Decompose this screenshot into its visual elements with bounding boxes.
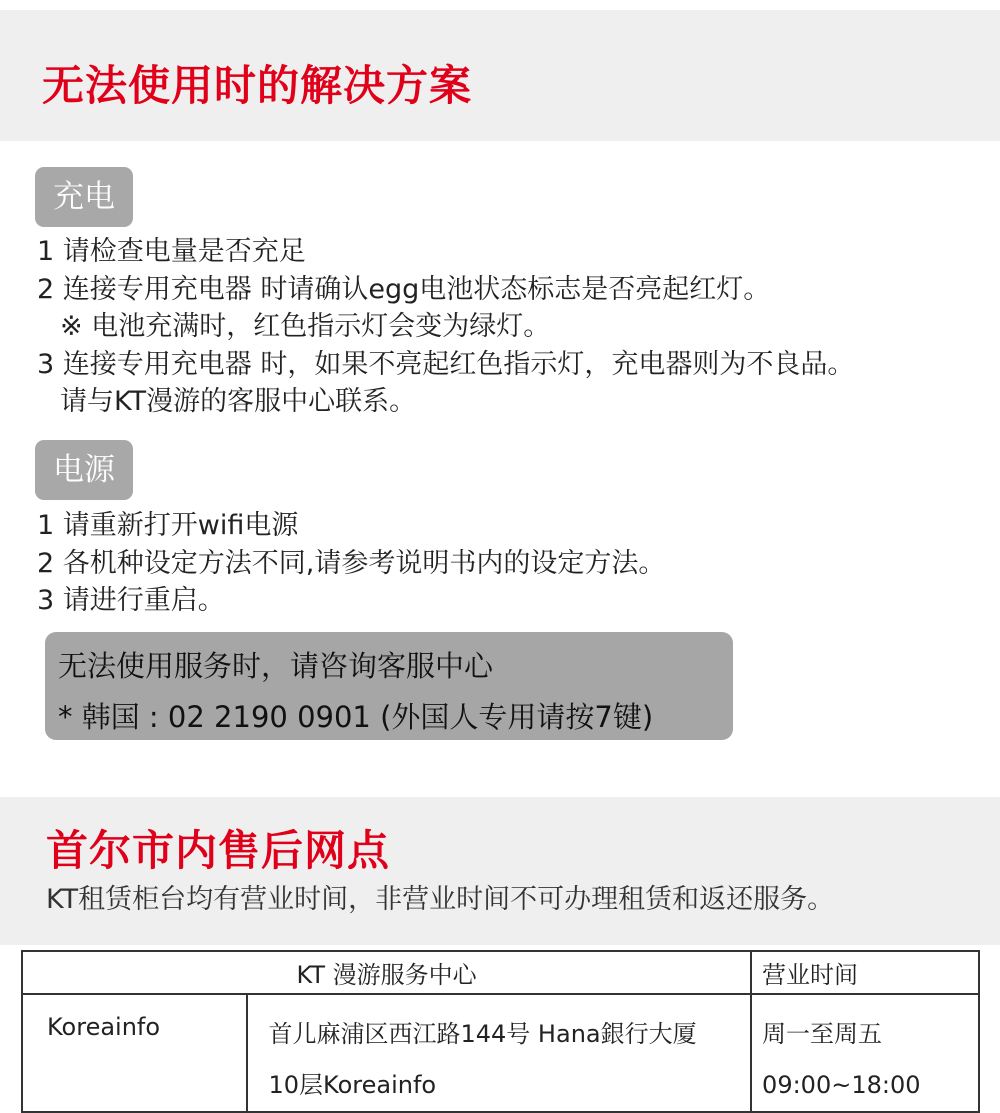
top-strip xyxy=(0,0,1000,10)
address-line: 首儿麻浦区西江路144号 Hana銀行大厦 xyxy=(268,1020,697,1048)
charging-step: 2 连接专用充电器 时请确认egg电池状态标志是否亮起红灯。 xyxy=(37,273,771,305)
service-points-subtitle: KT租赁柜台均有营业时间，非营业时间不可办理租赁和返还服务。 xyxy=(46,884,835,915)
center-name-cell: Koreainfo xyxy=(22,994,247,1112)
charging-step-continuation: 请与KT漫游的客服中心联系。 xyxy=(60,386,417,417)
hours-line: 09:00~18:00 xyxy=(762,1071,921,1099)
power-step: 3 请进行重启。 xyxy=(37,585,225,616)
charging-step: 3 连接专用充电器 时，如果不亮起红色指示灯，充电器则为不良品。 xyxy=(37,348,855,380)
troubleshooting-title: 无法使用时的解决方案 xyxy=(42,61,473,110)
charging-steps xyxy=(37,233,854,421)
power-badge: 电源 xyxy=(35,440,133,500)
service-center-table xyxy=(21,950,980,1113)
power-step: 2 各机种设定方法不同,请参考说明书内的设定方法。 xyxy=(37,547,666,579)
charging-step: 1 请检查电量是否充足 xyxy=(37,236,306,267)
address-line: 10层Koreainfo xyxy=(268,1071,437,1099)
table-header-row xyxy=(22,951,979,994)
center-address-cell xyxy=(247,994,752,1112)
power-steps xyxy=(37,507,665,620)
table-row xyxy=(22,994,979,1112)
hours-line: 周一至周五 xyxy=(762,1020,883,1048)
charging-note: ※ 电池充满时，红色指示灯会变为绿灯。 xyxy=(60,311,551,342)
table-header-center: KT 漫游服务中心 xyxy=(22,951,751,994)
charging-badge: 充电 xyxy=(35,167,133,227)
table-header-hours: 营业时间 xyxy=(751,951,979,994)
center-hours-cell xyxy=(751,994,979,1112)
service-points-title: 首尔市内售后网点 xyxy=(46,826,391,875)
power-step: 1 请重新打开wifi电源 xyxy=(37,510,299,541)
contact-message: 无法使用服务时，请咨询客服中心 xyxy=(58,649,494,683)
contact-phone[interactable]: * 韩国 : 02 2190 0901 (外国人专用请按7键) xyxy=(58,700,654,734)
contact-box xyxy=(45,632,733,740)
